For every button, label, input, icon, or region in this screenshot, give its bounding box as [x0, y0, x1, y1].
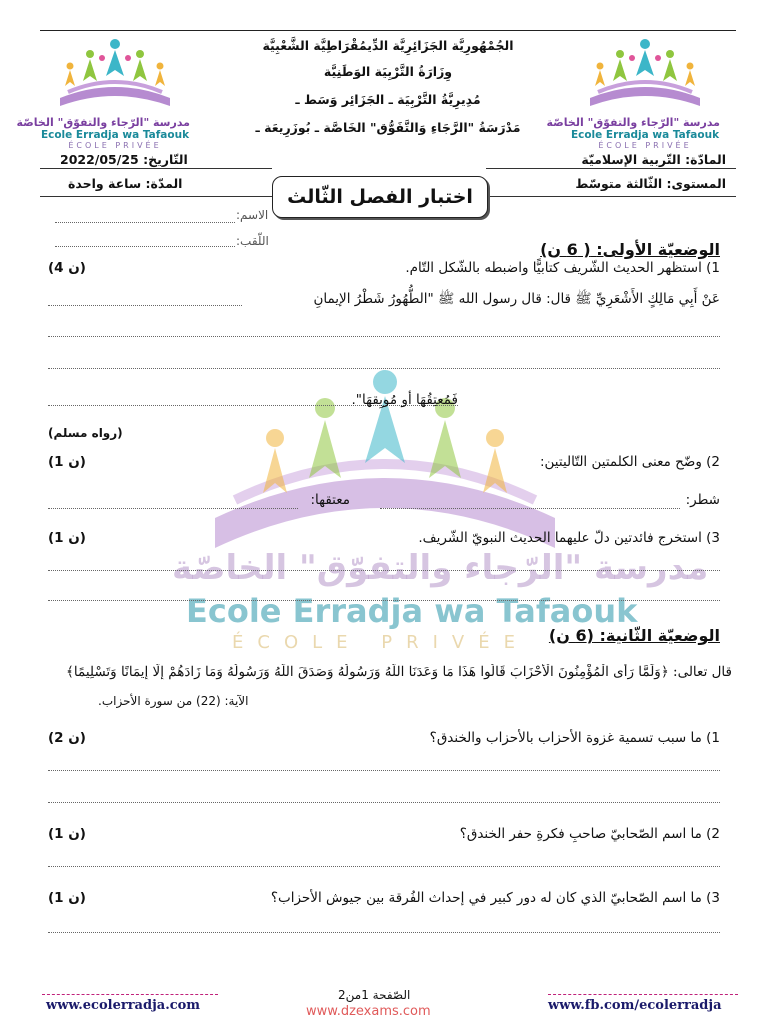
answer-line[interactable]	[48, 368, 720, 369]
answer-line[interactable]	[380, 508, 680, 509]
answer-line[interactable]	[48, 932, 720, 933]
top-rule	[40, 30, 736, 31]
s2-q1-points: (2 ن)	[48, 730, 86, 746]
s2-q2-text: 2) ما اسم الصّحابيّ صاحبِ فكرةِ حفر الخندق؟	[459, 826, 720, 842]
word-muatiquha: معتقها:	[310, 492, 350, 508]
answer-line[interactable]	[48, 508, 298, 509]
answer-line[interactable]	[48, 866, 720, 867]
verse-reference: الآية: (22) من سورة الأحزاب.	[98, 694, 249, 708]
hadith-end: فَمُعتِقُهَا أو مُوبِقهَا".	[351, 392, 458, 408]
header-line-school: مَدْرَسَةُ "الرَّجَاءِ وَالتَّفَوُّق" الخَاصَّة ـ بُوزَرِيعَة ـ	[255, 120, 521, 135]
section1-title-text: الوضعيّة الأولى:	[596, 240, 720, 259]
meta-rule-left-2	[40, 196, 272, 197]
logo-arabic-name: مدرسة "الرّجاء والتفوّق" الخاصّة	[16, 116, 190, 129]
logo-prive: ÉCOLE PRIVÉE	[68, 141, 162, 150]
exam-title: اختبار الفصل الثّالث	[272, 176, 488, 218]
watermark-prive: ÉCOLE PRIVÉE	[232, 632, 529, 653]
level-label: المستوى: الثّالثة متوسّط	[575, 176, 726, 191]
hadith-source: (رواه مسلم)	[48, 426, 123, 440]
s1-q1-text: 1) استظهر الحديث الشّريف كتابيًّا واضبطه بالشّكل التّام.	[405, 260, 720, 276]
s1-q3-text: 3) استخرج فائدتين دلّ عليهما الحديث النبويّ الشّريف.	[418, 530, 720, 546]
section1-points: ( 6 ن)	[540, 240, 591, 259]
answer-line[interactable]	[48, 802, 720, 803]
word-shatr: شطر:	[685, 492, 720, 508]
date-label: التّاريخ: 2022/05/25	[60, 152, 188, 167]
s1-q1-points: (4 ن)	[48, 260, 86, 276]
s1-q2-text: 2) وضّح معنى الكلمتين التّاليتين:	[539, 454, 720, 470]
page-number: الصّفحة 1من2	[338, 988, 411, 1002]
school-logo-icon	[570, 36, 720, 116]
watermark-arabic: مدرسة "الرّجاء والتفوّق" الخاصّة	[172, 548, 709, 588]
meta-rule-left	[40, 168, 272, 169]
subject-label: المادّة: التّربية الإسلاميّة	[581, 152, 726, 167]
answer-line[interactable]	[48, 305, 242, 306]
section2-title	[549, 626, 720, 645]
logo-prive: ÉCOLE PRIVÉE	[598, 141, 692, 150]
answer-line[interactable]	[48, 570, 720, 571]
meta-rule-right-2	[486, 196, 736, 197]
school-logo-left	[16, 36, 190, 150]
answer-line[interactable]	[48, 336, 720, 337]
header-line-republic: الجُمْهُورِيَّة الجَزَائِرِيَّة الدِّيمُقْرَاطِيَّة الشَّعْبِيَّة	[262, 38, 514, 53]
s1-q2-points: (1 ن)	[48, 454, 86, 470]
student-surname-label: اللّقب:	[236, 234, 269, 248]
footer-link-site[interactable]: www.ecolerradja.com	[46, 998, 201, 1013]
logo-latin-name: Ecole Erradja wa Tafaouk	[570, 129, 720, 141]
section1-title	[540, 240, 720, 259]
watermark-latin: Ecole Erradja wa Tafaouk	[186, 592, 638, 630]
student-name-label: الاسم:	[236, 208, 269, 222]
s2-q2-points: (1 ن)	[48, 826, 86, 842]
meta-rule-right	[486, 168, 736, 169]
student-name-field[interactable]	[55, 222, 235, 223]
footer-link-dzexams[interactable]: www.dzexams.com	[306, 1004, 431, 1019]
answer-line[interactable]	[48, 770, 720, 771]
s2-q3-text: 3) ما اسم الصّحابيّ الذي كان له دور كبير في إحداث الفُرقة بين جيوش الأحزاب؟	[270, 890, 720, 906]
header-line-directorate: مُدِيرِيَّةُ التَّرْبِيَة ـ الجَزَائِر وَسَط ـ	[295, 92, 481, 107]
hadith-start: عَنْ أَبِي مَالِكٍ الأَشْعَرِيِّ ﷺ قال: قال رسول الله ﷺ "الطُّهُورُ شَطْرُ الإيمانِ	[313, 291, 720, 307]
school-logo-icon	[40, 36, 190, 116]
student-surname-field[interactable]	[55, 246, 235, 247]
section2-points: (6 ن)	[548, 626, 594, 645]
section2-title-text: الوضعيّة الثّانية:	[599, 626, 720, 645]
logo-latin-name: Ecole Erradja wa Tafaouk	[40, 129, 190, 141]
header-line-ministry: وِزَارَةُ التَّرْبِيَة الوَطَنِيَّة	[323, 64, 453, 79]
footer-link-facebook[interactable]: www.fb.com/ecolerradja	[548, 998, 722, 1013]
s2-q3-points: (1 ن)	[48, 890, 86, 906]
school-logo-right	[546, 36, 720, 150]
s2-q1-text: 1) ما سبب تسمية غزوة الأحزاب بالأحزاب والخندق؟	[429, 730, 720, 746]
quran-verse: قال تعالى: ﴿وَلَمَّا رَأَى الْمُؤْمِنُونَ الْأَحْزَابَ قَالُوا هَذَا مَا وَعَدَنَا اللَّهُ وَرَسُولُهُ وَصَدَقَ اللَّهُ وَرَسُولُهُ وَمَا زَادَهُمْ إِلَّا إِيمَانًا وَتَسْلِيمًا﴾	[65, 664, 732, 680]
footer-rule-right	[548, 994, 738, 995]
footer-rule-left	[42, 994, 218, 995]
answer-line[interactable]	[48, 600, 720, 601]
s1-q3-points: (1 ن)	[48, 530, 86, 546]
logo-arabic-name: مدرسة "الرّجاء والتفوّق" الخاصّة	[546, 116, 720, 129]
duration-label: المدّة: ساعة واحدة	[68, 176, 183, 191]
